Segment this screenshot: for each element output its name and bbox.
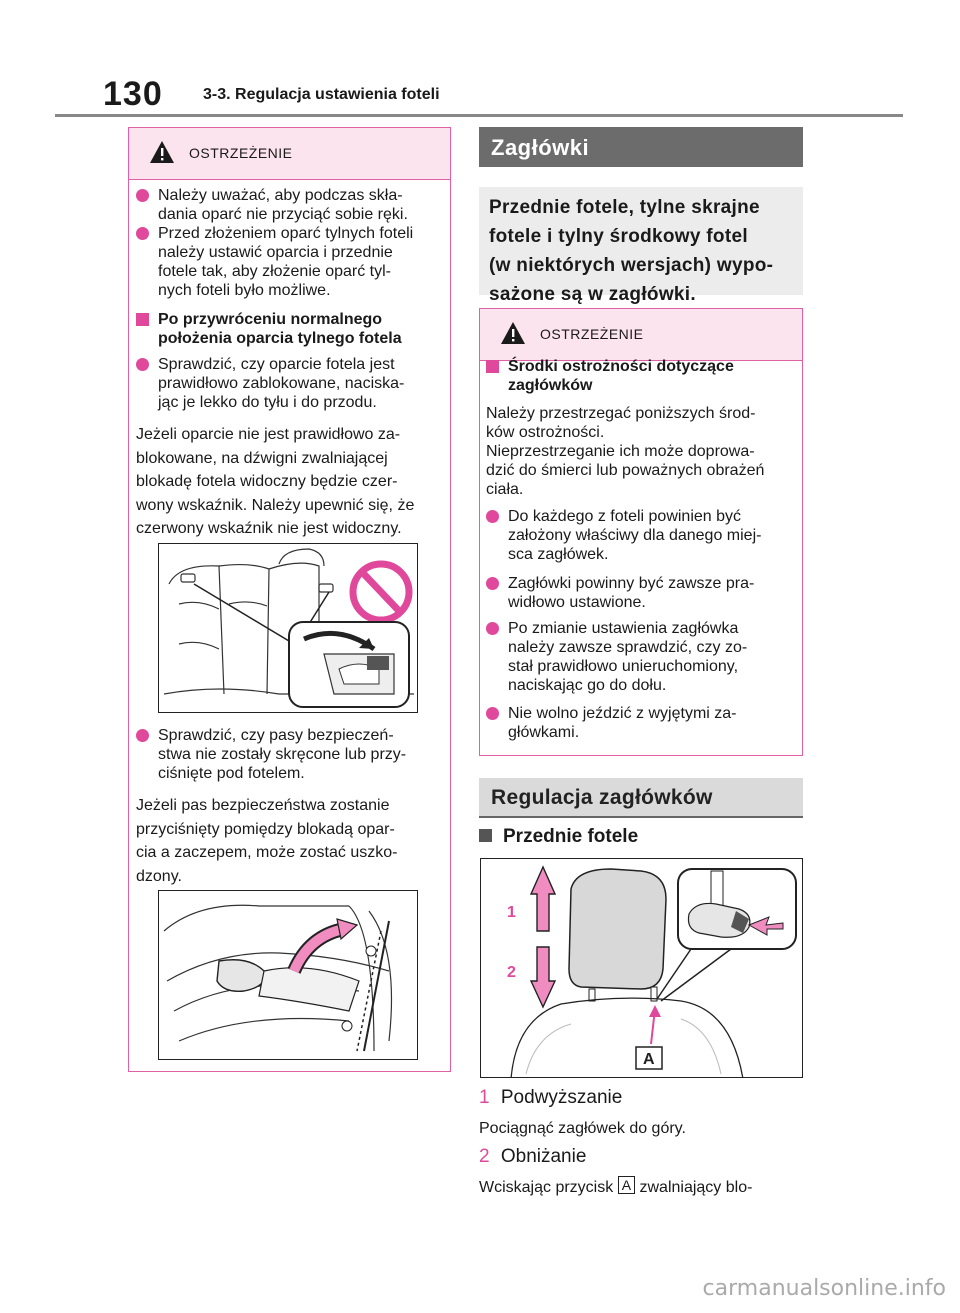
warning-header	[129, 128, 450, 180]
left-bullet-4: Sprawdzić, czy pasy bezpieczeń- stwa nie zostały skręcone lub przy- ciśnięte pod fotelem.	[136, 726, 446, 783]
step-1-label: Podwyższanie	[500, 1087, 623, 1108]
warning-title: OSTRZEŻENIE	[189, 145, 293, 161]
left-bullet-3: Sprawdzić, czy oparcie fotela jest prawidłowo zablokowane, naciska- jąc je lekko do tyłu i do przodu.	[136, 355, 446, 412]
right-bullet-1: Do każdego z foteli powinien być założony właściwy dla danego miej- sca zagłówek.	[486, 507, 796, 564]
right-warning-paragraph: Należy przestrzegać poniższych środ- ków ostrożności. Nieprzestrzeganie ich może doprowa- dzić do śmierci lub poważnych obrażeń ciała.	[486, 405, 765, 498]
left-paragraph-2: Jeżeli pas bezpieczeństwa zostanie przyciśnięty pomiędzy blokadą opar- cia a zaczepem, może zostać uszko- dzony.	[136, 797, 398, 885]
warning-title: OSTRZEŻENIE	[540, 326, 644, 342]
warning-header	[480, 309, 802, 361]
step-2	[479, 1146, 586, 1168]
left-paragraph-1: Jeżeli oparcie nie jest prawidłowo za- blokowane, na dźwigni zwalniającej blokadę fotela widoczny będzie czer- wony wskaźnik. Należy upewnić się, że czerwony wskaźnik nie jest widoczny.	[136, 426, 415, 537]
step-1-number: 1	[479, 1087, 490, 1108]
bullet-dot	[136, 729, 149, 742]
seat-lock-drawing	[159, 544, 418, 713]
figure-label-a: A	[643, 1051, 655, 1068]
right-warning-subheading: Środki ostrożności dotyczące zagłówków	[486, 357, 796, 395]
intro-info-box: Przednie fotele, tylne skrajne fotele i tylny środkowy fotel (w niektórych wersjach) wypo- sażone są w zagłówki.	[479, 187, 803, 295]
page-header	[0, 0, 960, 120]
heading-zaglowki: Zagłówki	[479, 127, 803, 167]
header-rule	[55, 114, 903, 117]
bullet-dot	[136, 227, 149, 240]
step-1-description: Pociągnąć zagłówek do góry.	[479, 1120, 686, 1137]
section-title: 3-3. Regulacja ustawienia foteli	[203, 86, 440, 103]
left-bullet-1: Należy uważać, aby podczas skła- dania oparć nie przyciąć sobie ręki.	[136, 186, 446, 224]
button-a-label: A	[618, 1176, 635, 1194]
bullet-dot	[486, 577, 499, 590]
step-2-description: Wciskając przycisk A zwalniający blo-	[479, 1177, 753, 1196]
left-subheading: Po przywróceniu normalnego położenia oparcia tylnego fotela	[136, 310, 446, 348]
watermark: carmanualsonline.info	[702, 1276, 946, 1301]
bullet-dot	[136, 189, 149, 202]
step-1	[479, 1087, 622, 1109]
headrest-drawing	[481, 859, 803, 1078]
seat-belt-drawing	[159, 891, 418, 1060]
seat-lock-illustration	[158, 543, 418, 713]
bullet-dot	[486, 707, 499, 720]
right-bullet-2: Zagłówki powinny być zawsze pra- widłowo ustawione.	[486, 574, 796, 612]
left-bullet-2: Przed złożeniem oparć tylnych foteli należy ustawić oparcia i przednie fotele tak, aby złożenie oparć tyl- nych foteli było możliwe.	[136, 224, 446, 300]
subheading-front-seats: Przednie fotele	[479, 826, 638, 848]
heading-regulacja: Regulacja zagłówków	[479, 778, 803, 818]
page-number: 130	[103, 75, 163, 113]
right-bullet-3: Po zmianie ustawienia zagłówka należy zawsze sprawdzić, czy zo- stał prawidłowo unieruchomiony, naciskając go do dołu.	[486, 619, 796, 695]
warning-triangle-icon	[149, 140, 175, 164]
bullet-dot	[486, 510, 499, 523]
figure-label-2: 2	[507, 964, 516, 981]
figure-label-1: 1	[507, 904, 516, 921]
square-bullet	[486, 360, 499, 373]
step-2-number: 2	[479, 1146, 490, 1167]
bullet-dot	[486, 622, 499, 635]
headrest-illustration	[480, 858, 803, 1078]
right-bullet-4: Nie wolno jeździć z wyjętymi za- główkami.	[486, 704, 796, 742]
seat-belt-illustration	[158, 890, 418, 1060]
step-2-label: Obniżanie	[500, 1146, 587, 1167]
bullet-dot	[136, 358, 149, 371]
square-bullet	[479, 829, 492, 842]
square-bullet	[136, 313, 149, 326]
warning-triangle-icon	[500, 321, 526, 345]
